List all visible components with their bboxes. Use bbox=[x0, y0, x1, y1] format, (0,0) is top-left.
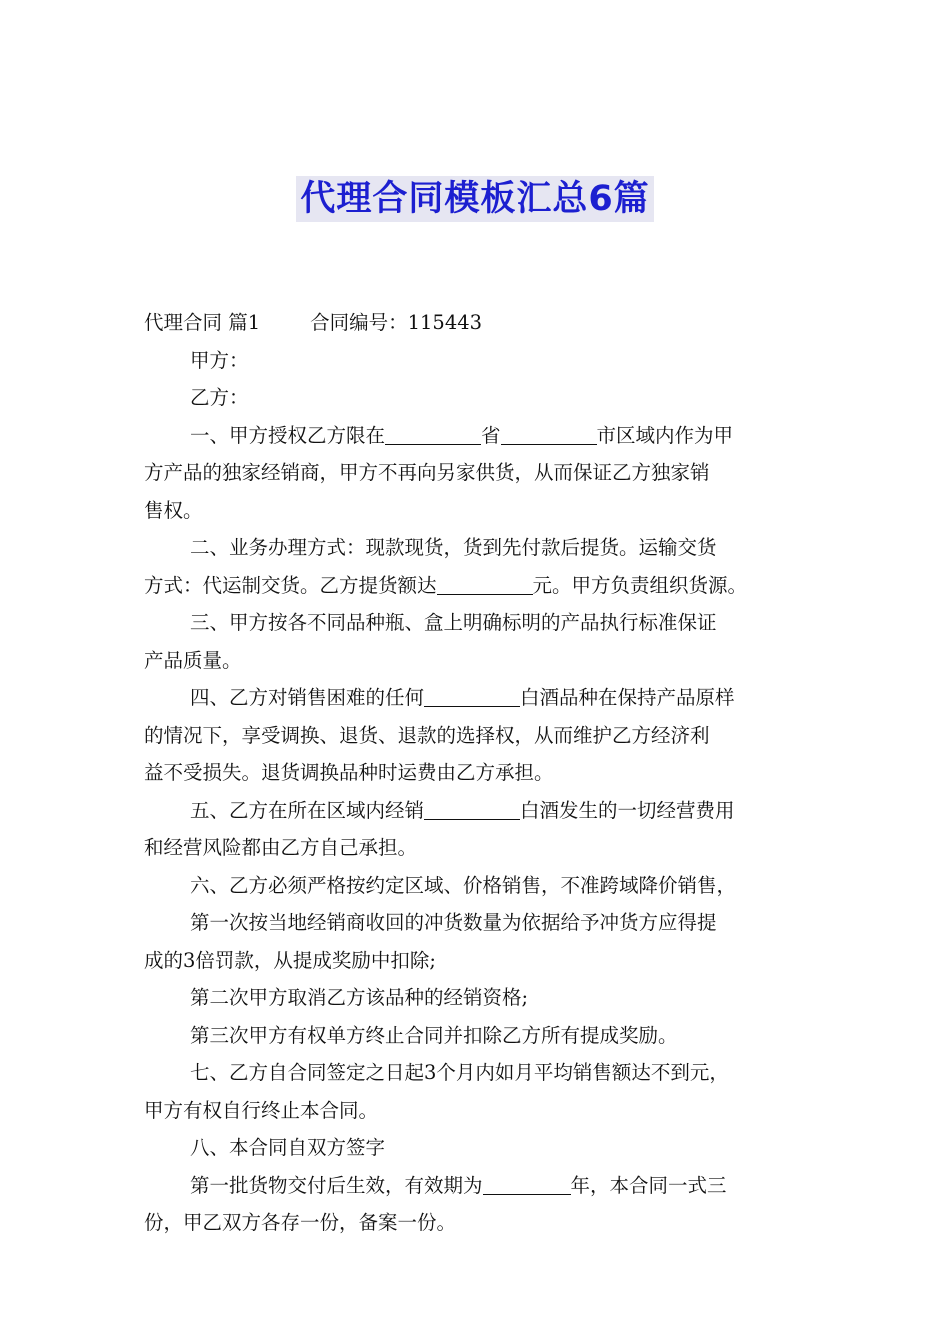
party-b: 乙方： bbox=[190, 386, 249, 409]
clause-1-line-2: 方产品的独家经销商，甲方不再向另家供货，从而保证乙方独家销 bbox=[144, 461, 710, 484]
blank-field bbox=[424, 797, 520, 820]
clause-6-second: 第二次甲方取消乙方该品种的经销资格; bbox=[190, 986, 529, 1009]
contract-number: 合同编号：115443 bbox=[310, 311, 483, 334]
blank-field bbox=[424, 684, 520, 707]
clause-6-first-line-1: 第一次按当地经销商收回的冲货数量为依据给予冲货方应得提 bbox=[190, 911, 717, 934]
clause-8: 八、本合同自双方签字 bbox=[190, 1136, 386, 1159]
blank-field bbox=[501, 422, 597, 445]
clause-1-line-1: 一、甲方授权乙方限在 省 市区域内作为甲 bbox=[190, 423, 734, 447]
clause-4-line-3: 益不受损失。退货调换品种时运费由乙方承担。 bbox=[144, 761, 554, 784]
contract-label: 代理合同 篇1 bbox=[144, 311, 261, 334]
document-title: 代理合同模板汇总6篇 bbox=[296, 176, 653, 222]
clause-5-line-1: 五、乙方在所在区域内经销 白酒发生的一切经营费用 bbox=[190, 798, 735, 822]
title-area bbox=[0, 176, 950, 222]
document-body bbox=[144, 304, 810, 1242]
clause-7-line-2: 甲方有权自行终止本合同。 bbox=[144, 1098, 379, 1122]
clause-4-line-1: 四、乙方对销售困难的任何 白酒品种在保持产品原样 bbox=[190, 686, 735, 709]
clause-6-first-line-2: 成的3倍罚款，从提成奖励中扣除; bbox=[144, 948, 436, 972]
clause-5-line-2: 和经营风险都由乙方自己承担。 bbox=[144, 836, 418, 859]
blank-field bbox=[437, 572, 533, 595]
clause-6: 六、乙方必须严格按约定区域、价格销售，不准跨域降价销售， bbox=[190, 873, 737, 897]
contract-header-line bbox=[144, 304, 810, 342]
party-a: 甲方： bbox=[190, 348, 249, 372]
blank-field bbox=[483, 1172, 571, 1195]
clause-7-line-1: 七、乙方自合同签定之日起3个月内如月平均销售额达不到元， bbox=[190, 1061, 729, 1084]
clause-1-line-3: 售权。 bbox=[144, 498, 203, 522]
clause-8-line-1: 第一批货物交付后生效，有效期为 年，本合同一式三 bbox=[190, 1173, 727, 1197]
clause-2-line-1: 二、业务办理方式：现款现货，货到先付款后提货。运输交货 bbox=[190, 536, 717, 559]
clause-3-line-2: 产品质量。 bbox=[144, 648, 242, 672]
clause-4-line-2: 的情况下，享受调换、退货、退款的选择权，从而维护乙方经济利 bbox=[144, 723, 710, 747]
clause-3-line-1: 三、甲方按各不同品种瓶、盒上明确标明的产品执行标准保证 bbox=[190, 611, 717, 634]
clause-2-line-2: 方式：代运制交货。乙方提货额达 元。甲方负责组织货源。 bbox=[144, 573, 748, 597]
clause-8-line-2: 份，甲乙双方各存一份，备案一份。 bbox=[144, 1211, 457, 1234]
blank-field bbox=[385, 422, 481, 445]
clause-6-third: 第三次甲方有权单方终止合同并扣除乙方所有提成奖励。 bbox=[190, 1023, 678, 1047]
